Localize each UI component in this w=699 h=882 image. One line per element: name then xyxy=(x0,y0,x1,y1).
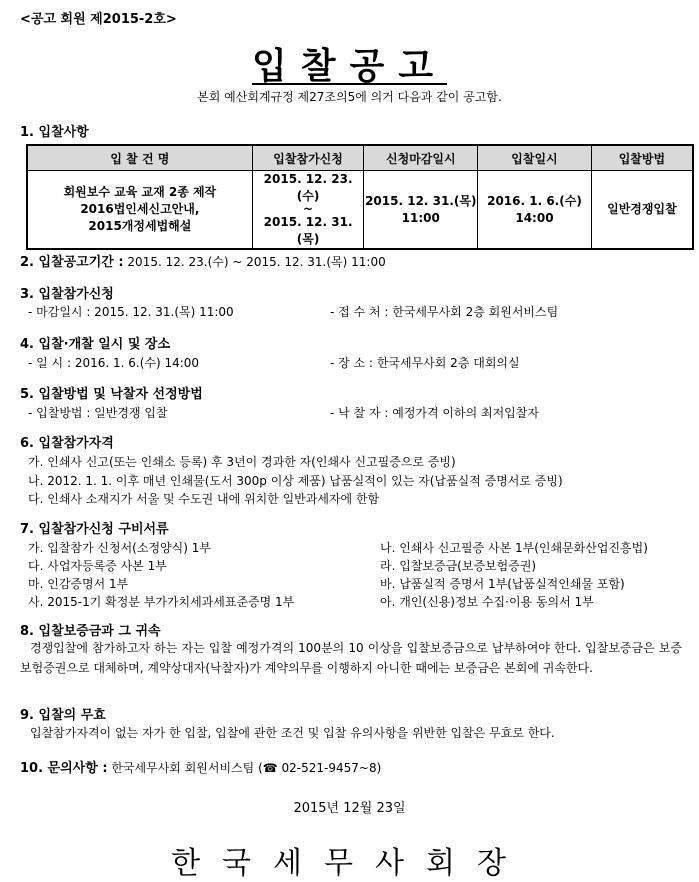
qualification-item: 가. 인쇄사 신고(또는 인쇄소 등록) 후 3년이 경과한 자(인쇄사 신고필증으로 증빙) xyxy=(28,455,456,469)
document-item: 마. 인감증명서 1부 xyxy=(28,577,129,591)
qualification-item: 다. 인쇄사 소재지가 서울 및 수도권 내에 위치한 일반과세자에 한함 xyxy=(28,492,380,506)
bid-name-line: 2016법인세신고안내, xyxy=(80,202,200,216)
apply-start: 2015. 12. 23.(수) xyxy=(263,172,353,203)
bid-date: 2016. 1. 6.(수) xyxy=(487,193,582,208)
apply-tilde: ~ xyxy=(303,202,314,216)
document-item: 바. 납품실적 증명서 1부(납품실적인쇄물 포함) xyxy=(380,577,625,591)
section-9-heading: 9. 입찰의 무효 xyxy=(20,708,106,723)
section-3-reception: - 접 수 처 : 한국세무사회 2층 회원서비스팀 xyxy=(330,305,559,319)
section-9-body: 입찰참가자격이 없는 자가 한 입찰, 입찰에 관한 조건 및 입찰 유의사항을 위반한 입찰은 무효로 한다. xyxy=(30,726,555,740)
cell-method: 일반경쟁입찰 xyxy=(591,171,693,250)
section-5-method: - 입찰방법 : 일반경쟁 입찰 xyxy=(28,406,168,420)
col-header-method: 입찰방법 xyxy=(591,145,693,171)
section-10 xyxy=(20,757,381,776)
section-6-heading: 6. 입찰참가자격 xyxy=(20,436,114,451)
section-10-value: 한국세무사회 회원서비스팀 (☎ 02-521-9457~8) xyxy=(111,761,382,775)
bid-time: 14:00 xyxy=(515,210,554,225)
qualification-item: 나. 2012. 1. 1. 이후 매년 인쇄물(도서 300p 이상 제품) 납품실적이 있는 자(납품실적 증명서로 증빙) xyxy=(28,474,563,488)
section-7-heading: 7. 입찰참가신청 구비서류 xyxy=(20,522,169,537)
bid-name-line: 2015개정세법해설 xyxy=(88,219,192,233)
section-10-heading: 10. 문의사항 : xyxy=(20,761,108,776)
section-4-datetime: - 일 시 : 2016. 1. 6.(수) 14:00 xyxy=(28,356,200,370)
cell-deadline xyxy=(364,171,478,250)
section-2-heading: 2. 입찰공고기간 : xyxy=(20,255,124,270)
section-1-heading: 1. 입찰사항 xyxy=(20,125,89,140)
deadline-time: 11:00 xyxy=(401,210,440,225)
col-header-deadline: 신청마감일시 xyxy=(364,145,478,171)
document-item: 나. 인쇄사 신고필증 사본 1부(인쇄문화산업진흥법) xyxy=(380,541,648,555)
section-3-heading: 3. 입찰참가신청 xyxy=(20,287,114,302)
table-header-row xyxy=(27,145,693,171)
section-8-heading: 8. 입찰보증금과 그 귀속 xyxy=(20,624,161,639)
section-2-value: 2015. 12. 23.(수) ~ 2015. 12. 31.(목) 11:00 xyxy=(127,255,386,269)
section-4-heading: 4. 입찰·개찰 일시 및 장소 xyxy=(20,337,171,352)
bid-name-line: 회원보수 교육 교재 2종 제작 xyxy=(63,185,217,199)
notice-number: <공고 회원 제2015-2호> xyxy=(20,12,177,27)
intro-text: 본회 예산회계규정 제27조의5에 의거 다음과 같이 공고함. xyxy=(197,90,502,104)
notice-date: 2015년 12월 23일 xyxy=(293,801,406,816)
cell-bid-date xyxy=(478,171,592,250)
col-header-apply: 입찰참가신청 xyxy=(252,145,364,171)
section-3-deadline: - 마감일시 : 2015. 12. 31.(목) 11:00 xyxy=(28,305,234,319)
section-5-winner: - 낙 찰 자 : 예정가격 이하의 최저입찰자 xyxy=(330,406,539,420)
signature: 한국세무사회장 xyxy=(171,846,528,881)
section-8-body: 경쟁입찰에 참가하고자 하는 자는 입찰 예정가격의 100분의 10 이상을 입찰보증금으로 납부하여야 한다. 입찰보증금은 보증보험증권으로 대체하며, 계약상대자(낙찰자)가 계약의무를 이행하지 아니한 때에는 보증금은 본회에 귀속한다. xyxy=(20,641,682,675)
section-5-heading: 5. 입찰방법 및 낙찰자 선정방법 xyxy=(20,387,203,402)
section-4-place: - 장 소 : 한국세무사회 2층 대회의실 xyxy=(330,356,520,370)
page-title: 입찰공고 xyxy=(251,46,448,87)
col-header-bid-date: 입찰일시 xyxy=(478,145,592,171)
section-2 xyxy=(20,251,386,270)
apply-end: 2015. 12. 31.(목) xyxy=(263,215,353,246)
table-row xyxy=(27,171,693,250)
deadline-date: 2015. 12. 31.(목) xyxy=(365,193,477,208)
cell-apply-period xyxy=(252,171,364,250)
bid-items-table xyxy=(26,144,694,250)
document-item: 라. 입찰보증금(보증보험증권) xyxy=(380,559,537,573)
document-item: 가. 입찰참가 신청서(소정양식) 1부 xyxy=(28,541,211,555)
document-item: 아. 개인(신용)정보 수집·이용 동의서 1부 xyxy=(380,595,594,609)
cell-bid-name xyxy=(27,171,252,250)
document-item: 다. 사업자등록증 사본 1부 xyxy=(28,559,167,573)
col-header-name: 입 찰 건 명 xyxy=(27,145,252,171)
document-item: 사. 2015-1기 확정분 부가가치세과세표준증명 1부 xyxy=(28,595,295,609)
